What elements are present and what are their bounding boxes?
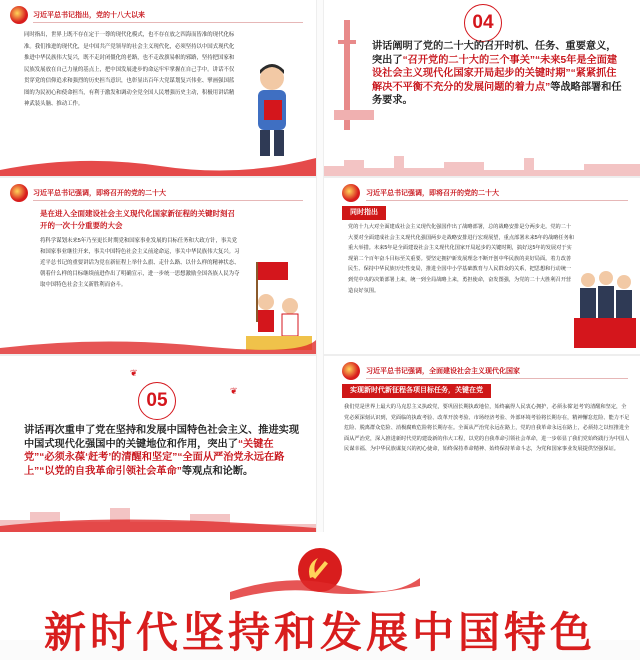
- party-emblem-icon: [10, 6, 28, 24]
- slide-thumbnail-4[interactable]: [324, 178, 640, 354]
- group-people-illustration: [574, 268, 636, 348]
- slide-header: 习近平总书记强调，即将召开的党的二十大: [33, 190, 166, 197]
- slide-thumbnail-3[interactable]: [0, 178, 316, 354]
- slide-header: 习近平总书记指出，党的十八大以来: [33, 12, 145, 19]
- slide-header: 习近平总书记强调，全面建设社会主义现代化国家: [366, 368, 520, 375]
- slide-body-text: 讲话阐明了党的二十大的召开时机、任务、重要意义，突出了“召开党的二十大的三个事关”“未来5年是全面建设社会主义现代化国家开局起步的关键时期”“紧紧抓住解决不平衡不充分的发展问题的着力点”等战略部署和任务要求。: [372, 41, 622, 106]
- slide-header: 习近平总书记强调，即将召开的党的二十大: [366, 190, 499, 197]
- slide-body-text: 讲话再次重申了党在坚持和发展中国特色社会主义、推进实现中国式现代化强国中的关键地位和作用，突出了“关键在党”“必须永葆‘赶考’的清醒和坚定”“全面从严治党永远在路上”“以党的自我革命引领社会革命”等观点和论断。: [24, 425, 300, 477]
- section-number-badge: 04: [464, 4, 502, 42]
- header-divider: [33, 200, 303, 201]
- slide-tag: 实现新时代新征程各项目标任务，关键在党: [342, 384, 491, 398]
- header-divider: [33, 22, 303, 23]
- slide-thumbnail-1[interactable]: [0, 0, 316, 176]
- party-emblem-icon: [10, 184, 28, 202]
- decorative-skyline: [324, 150, 640, 176]
- cover-title: 新时代坚持和发展中国特色: [43, 608, 596, 657]
- party-emblem-icon: [342, 184, 360, 202]
- reader-figure-illustration: [240, 60, 304, 160]
- slide-body-text: 同时指出，世界上既不存在定于一尊的现代化模式，也不存在放之四海而皆准的现代化标准。我们推进的现代化，是中国共产党领导的社会主义现代化，必须坚持以中国式现代化推进中华民族伟大复兴，既不走封闭僵化的老路，也不走改旗易帜的邪路，坚持把国家和民族发展放在自己力量的基点上，把中国发展进步的命运牢牢掌握在自己手中。讲话不仅贯穿党的信仰追求和强烈的历史担当意识，也彰显出百年大党谋划复兴伟业、擘画强国蓝图的为民初心和使命担当，有利于激发和调动全党全国人民增强历史主动，积极用讲话精神武装头脑、推动工作。: [24, 32, 235, 107]
- decorative-ribbon: [230, 572, 420, 602]
- slide-body-text: 党的十九大对全面建成社会主义现代化强国作出了战略部署，总的战略安排是分两步走。党的二十大要对全面建成社会主义现代化强国两步走战略安排进行宏观展望，重点部署未来5年的战略任务和重大举措。未来5年是全面建设社会主义现代化国家开局起步的关键时期，搞好这5年的发展对于实现第二个百年奋斗目标至关重要。要坚定拥护新发展理念不断开创中华民族的美好局面。着力改善民生、保持中华民族历史性变局，推进全国中小学基础教育与人民群众的关系，把思想和行动统一到党中央的决策部署上来，统一到全局战略上来，勇担使命，奋发图强，为党的二十大胜利召开营造良好氛围。: [348, 224, 574, 294]
- decorative-skyline: [0, 502, 316, 532]
- slide-tag: 同时指出: [342, 206, 386, 220]
- decorative-ribbon: [0, 150, 316, 176]
- slide-thumbnail-6[interactable]: [324, 356, 640, 532]
- slide-thumbnail-2[interactable]: [324, 0, 640, 176]
- slide-red-heading: 是在进入全面建设社会主义现代化国家新征程的关键时刻召开的一次十分重要的大会: [40, 209, 235, 230]
- slide-thumbnail-5[interactable]: [0, 356, 316, 532]
- slide-body-text: 我们党是世界上最大的马克思主义执政党，要巩固长期执政地位，始终赢得人民衷心拥护，必须永葆‘赶考’的清醒和坚定，全党必须深刻认识到，党面临的执政考验、改革开放考验、市场经济考验、外部环境考验将长期存在，精神懈怠危险、能力不足危险、脱离群众危险、消极腐败危险将长期存在。全面从严治党永远在路上，党的自我革命永远在路上，必须持之以恒推进全面从严治党，深入推进新时代党的建设新的伟大工程，以党的自我革命引领社会革命，进一步彰显了我们党始终践行为中国人民谋幸福、为中华民族谋复兴的初心使命，始终保持革命精神、始终保持革命斗志，为党和国家事业发展提供坚强保证。: [344, 404, 630, 453]
- dove-icon: ❦: [130, 368, 138, 378]
- slide-body-text: 将科学谋划未来5年乃至更长时期党和国家事业发展的目标任务和大政方针，事关党和国家事业继往开来，事关中国特色社会主义前途命运，事关中华民族伟大复兴。习近平总书记的重要讲话为党在新征程上举什么旗、走什么路、以什么样的精神状态、朝着什么样的目标继续前进作出了明确宣示，进一步统一思想激励全国各族人民为夺取中国特色社会主义新胜利而奋斗。: [40, 238, 240, 288]
- party-emblem-icon: [342, 362, 360, 380]
- header-divider: [366, 378, 628, 379]
- header-divider: [366, 200, 628, 201]
- section-number-badge: 05: [138, 382, 176, 420]
- dove-icon: ❦: [230, 386, 238, 396]
- decorative-ribbon: [0, 334, 316, 354]
